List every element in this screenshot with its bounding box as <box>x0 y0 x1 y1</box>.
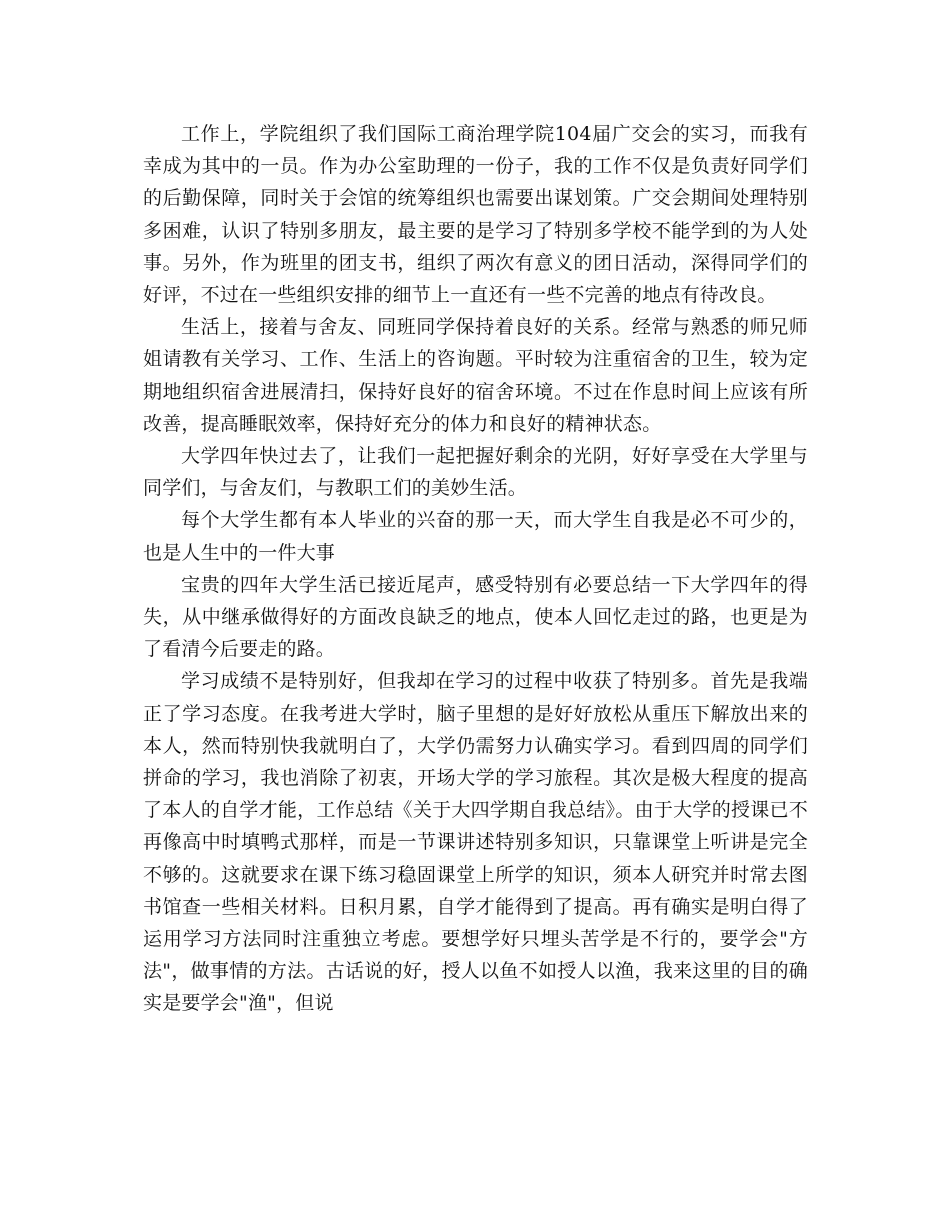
paragraph-graduation: 每个大学生都有本人毕业的兴奋的那一天，而大学生自我是必不可少的，也是人生中的一件大事 <box>143 509 808 564</box>
paragraph-life: 生活上，接着与舍友、同班同学保持着良好的关系。经常与熟悉的师兄师姐请教有关学习、工作、生活上的咨询题。平时较为注重宿舍的卫生，较为定期地组织宿舍进展清扫，保持好良好的宿舍环境。不过在作息时间上应该有所改善，提高睡眠效率，保持好充分的体力和良好的精神状态。 <box>143 316 808 435</box>
paragraph-study: 学习成绩不是特别好，但我却在学习的过程中收获了特别多。首先是我端正了学习态度。在我考进大学时，脑子里想的是好好放松从重压下解放出来的本人，然而特别快我就明白了，大学仍需努力认确实学习。看到四周的同学们拼命的学习，我也消除了初衷，开场大学的学习旅程。其次是极大程度的提高了本人的自学才能，工作总结《关于大四学期自我总结》。由于大学的授课已不再像高中时填鸭式那样，而是一节课讲述特别多知识，只靠课堂上听讲是完全不够的。这就要求在课下练习稳固课堂上所学的知识，须本人研究并时常去图书馆查一些相关材料。日积月累，自学才能得到了提高。再有确实是明白得了运用学习方法同时注重独立考虑。要想学好只埋头苦学是不行的，要学会"方法"，做事情的方法。古话说的好，授人以鱼不如授人以渔，我来这里的目的确实是要学会"渔"，但说 <box>143 670 808 1015</box>
paragraph-four-years: 大学四年快过去了，让我们一起把握好剩余的光阴，好好享受在大学里与同学们，与舍友们，与教职工们的美妙生活。 <box>143 445 808 500</box>
document-body <box>143 118 808 1020</box>
paragraph-summary-intro: 宝贵的四年大学生活已接近尾声，感受特别有必要总结一下大学四年的得失，从中继承做得好的方面改良缺乏的地点，使本人回忆走过的路，也更是为了看清今后要走的路。 <box>143 573 808 661</box>
paragraph-work: 工作上，学院组织了我们国际工商治理学院104届广交会的实习，而我有幸成为其中的一员。作为办公室助理的一份子，我的工作不仅是负责好同学们的后勤保障，同时关于会馆的统筹组织也需要出谋划策。广交会期间处理特别多困难，认识了特别多朋友，最主要的是学习了特别多学校不能学到的为人处事。另外，作为班里的团支书，组织了两次有意义的团日活动，深得同学们的好评，不过在一些组织安排的细节上一直还有一些不完善的地点有待改良。 <box>143 123 808 307</box>
